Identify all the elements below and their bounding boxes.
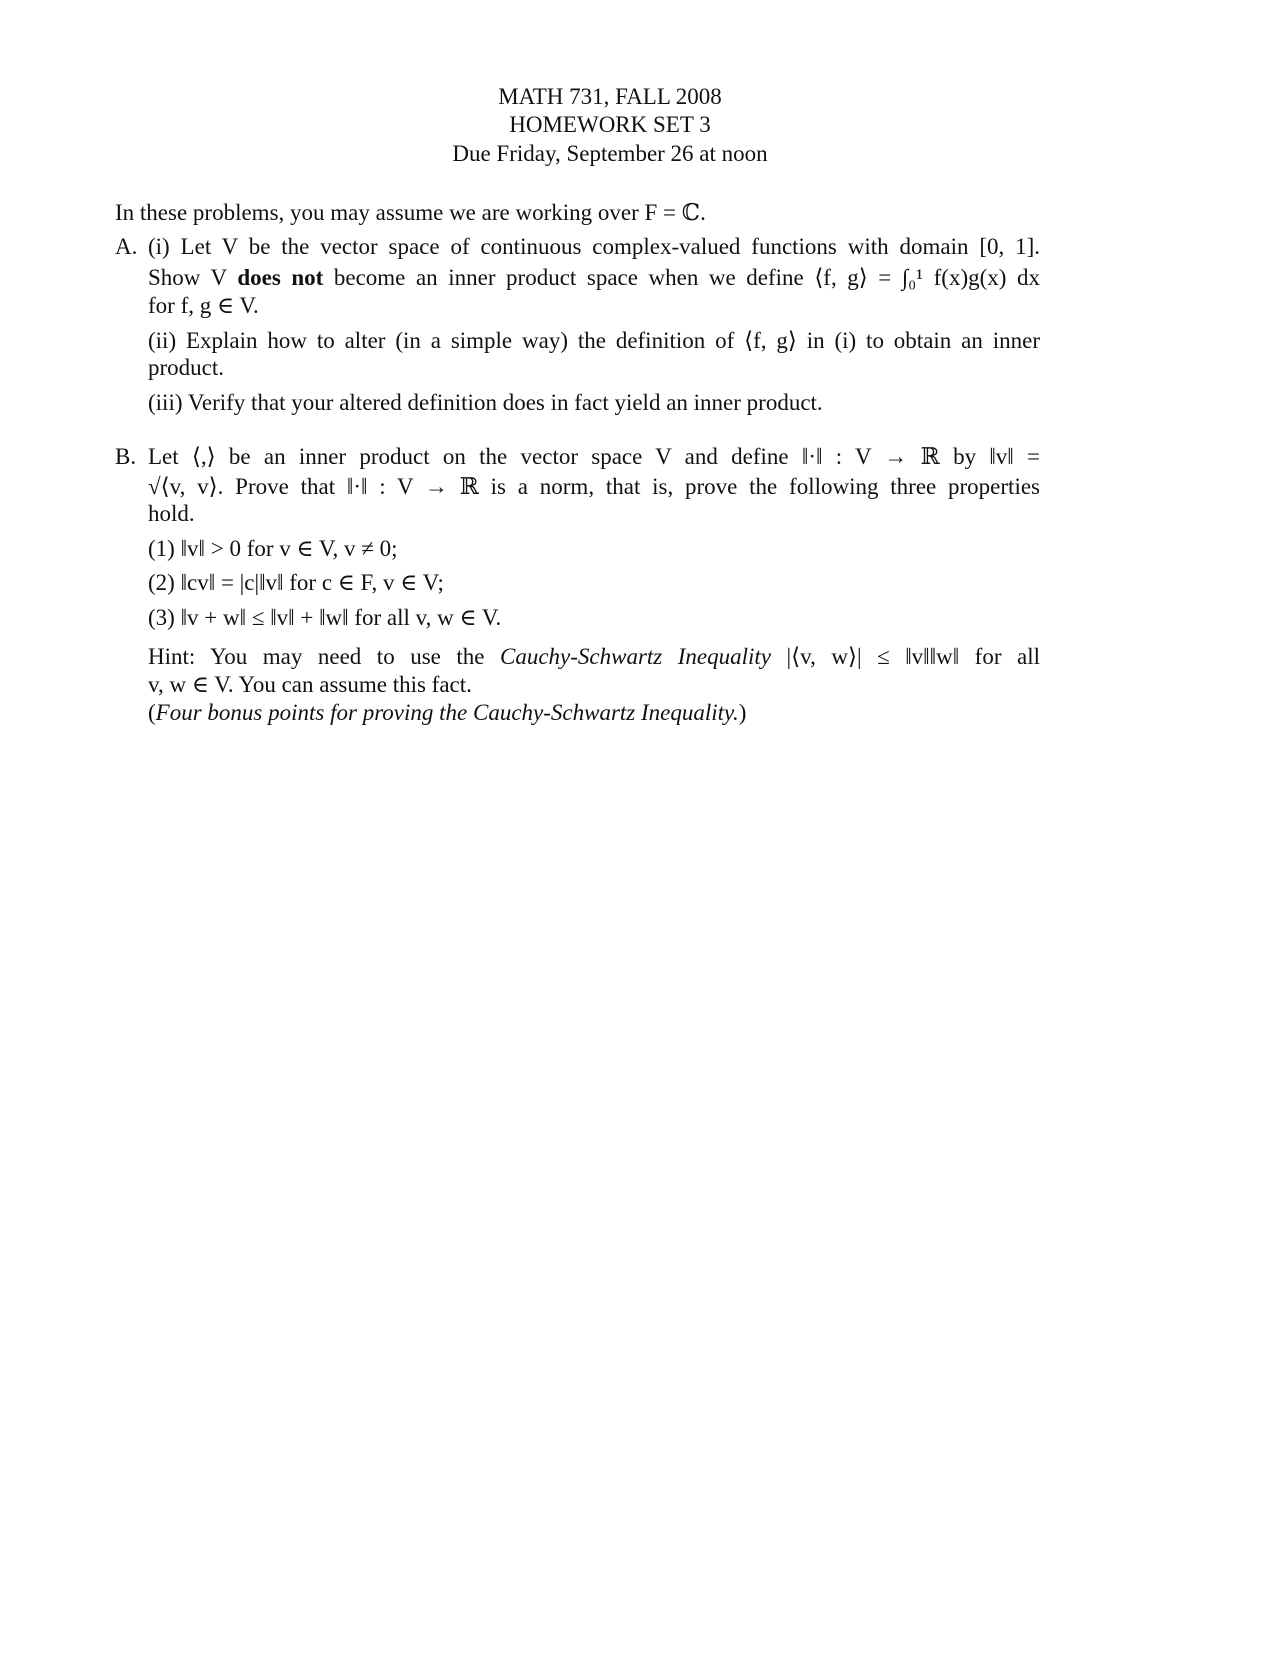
emphasis-italic: Cauchy-Schwartz Inequality [499,644,772,669]
text: become an inner product space when we define ⟨f, g⟩ = ∫₀¹ f(x)g(x) dx [323,265,1040,290]
due-date: Due Friday, September 26 at noon [452,141,768,166]
problem-a-line3: for f, g ∈ V. [148,293,259,318]
problem-a-part3: (iii) Verify that your altered definition does in fact yield an inner product. [148,390,823,415]
hint-line1 [148,643,1040,671]
bonus-note [148,699,746,727]
problem-b-label: B. [115,444,137,469]
problem-b-line1: Let ⟨,⟩ be an inner product on the vector space V and define ‖·‖ : V → ℝ by ‖v‖ = [148,444,1040,469]
property-3: (3) ‖v + w‖ ≤ ‖v‖ + ‖w‖ for all v, w ∈ V. [148,605,502,630]
problem-a-line1: (i) Let V be the vector space of continuous complex-valued functions with domain [0, 1]. [148,234,1040,259]
text: |⟨v, w⟩| ≤ ‖v‖‖w‖ for all [771,644,1040,669]
problem-b-line2: √⟨v, v⟩. Prove that ‖·‖ : V → ℝ is a norm, that is, prove the following three properties [148,474,1040,499]
text: Hint: You may need to use the [148,644,500,669]
hint-line2: v, w ∈ V. You can assume this fact. [148,672,472,697]
problem-a-label: A. [115,234,138,259]
document-subtitle: HOMEWORK SET 3 [509,112,711,137]
problem-a-line2 [148,264,1040,292]
problem-a-part2-line1: (ii) Explain how to alter (in a simple way) the definition of ⟨f, g⟩ in (i) to obtain an inner [148,328,1040,353]
problem-a-part2-line2: product. [148,355,225,380]
intro-text: In these problems, you may assume we are working over F = ℂ. [115,200,706,225]
property-1: (1) ‖v‖ > 0 for v ∈ V, v ≠ 0; [148,536,398,561]
property-2: (2) ‖cv‖ = |c|‖v‖ for c ∈ F, v ∈ V; [148,570,444,595]
text: Show V [148,265,238,290]
document-title: MATH 731, FALL 2008 [498,84,722,109]
text: ) [738,700,747,725]
problem-b-line3: hold. [148,501,195,526]
emphasis-italic: Four bonus points for proving the Cauchy-Schwartz Inequality. [155,700,739,725]
text: ( [148,700,156,725]
emphasis-bold: does not [237,265,324,290]
